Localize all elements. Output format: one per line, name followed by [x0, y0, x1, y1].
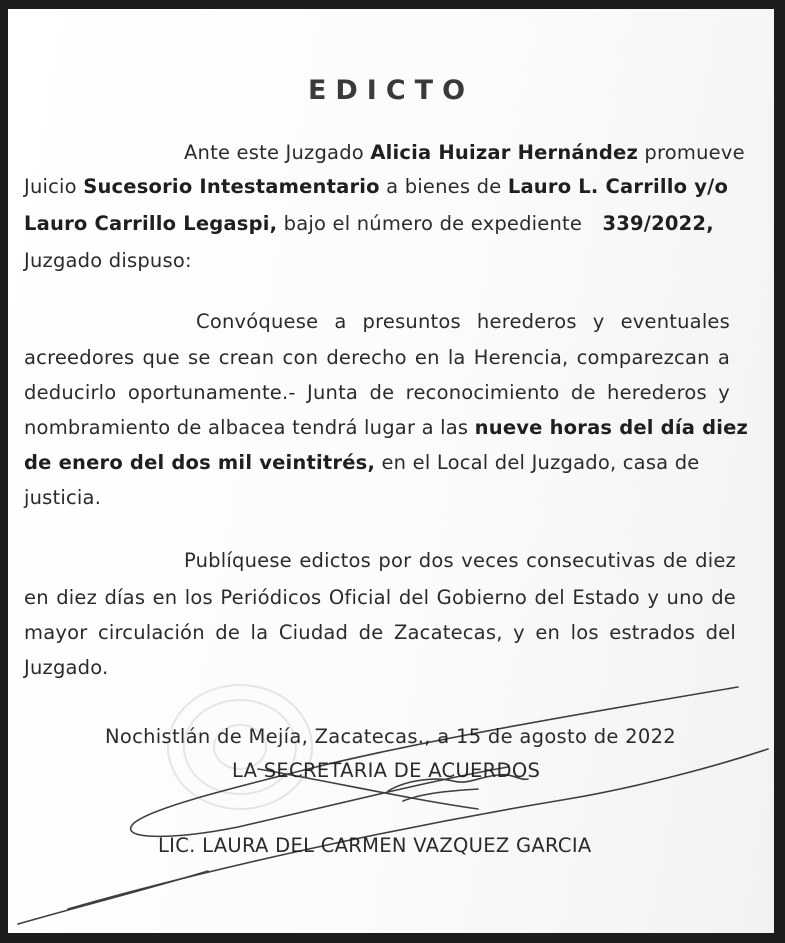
- paragraph-1-line-4: Juzgado dispuso:: [24, 249, 192, 272]
- paragraph-2-line-1: Convóquese a presuntos herederos y eventuales: [196, 310, 730, 333]
- paragraph-2-line-2: acreedores que se crean con derecho en la Herencia, comparezcan a: [24, 346, 730, 369]
- paragraph-2-line-6: justicia.: [24, 486, 102, 509]
- text: en el Local del Juzgado, casa de: [375, 451, 700, 474]
- paragraph-1-line-3: [24, 212, 736, 235]
- edict-document: [8, 9, 774, 933]
- hearing-time: nueve horas del día diez: [474, 416, 749, 439]
- text: bajo el número de expediente: [277, 212, 589, 235]
- paragraph-3-line-3: mayor circulación de la Ciudad de Zacatecas, y en los estrados del: [24, 621, 736, 644]
- paragraph-3-line-2: en diez días en los Periódicos Oficial del Gobierno del Estado y uno de: [24, 586, 736, 609]
- case-number: 339/2022,: [602, 212, 714, 235]
- document-title: EDICTO: [307, 75, 475, 106]
- paragraph-1-line-2: [24, 175, 729, 198]
- trial-type: Sucesorio Intestamentario: [83, 175, 380, 198]
- paragraph-2-line-5: [24, 451, 736, 474]
- paragraph-1-line-1: [184, 141, 745, 164]
- text: Juicio: [24, 175, 84, 198]
- deceased-name: Lauro L. Carrillo y/o: [507, 175, 729, 198]
- text: Ante este Juzgado: [184, 141, 371, 164]
- place-and-date: Nochistlán de Mejía, Zacatecas., a 15 de agosto de 2022: [105, 725, 676, 748]
- paragraph-2-line-4: [24, 416, 749, 439]
- promoter-name: Alicia Huizar Hernández: [370, 141, 638, 164]
- text: a bienes de: [379, 175, 508, 198]
- signer-role: LA SECRETARIA DE ACUERDOS: [232, 759, 541, 782]
- paragraph-2-line-3: deducirlo oportunamente.- Junta de reconocimiento de herederos y: [24, 381, 730, 404]
- deceased-name-alt: Lauro Carrillo Legaspi,: [24, 212, 278, 235]
- paragraph-3-line-4: Juzgado.: [24, 656, 109, 679]
- text: promueve: [638, 141, 745, 164]
- signer-name: LIC. LAURA DEL CARMEN VAZQUEZ GARCIA: [158, 834, 592, 857]
- hearing-date: de enero del dos mil veintitrés,: [24, 451, 376, 474]
- paragraph-3-line-1: Publíquese edictos por dos veces consecutivas de diez: [184, 549, 736, 572]
- text: nombramiento de albacea tendrá lugar a las: [24, 416, 475, 439]
